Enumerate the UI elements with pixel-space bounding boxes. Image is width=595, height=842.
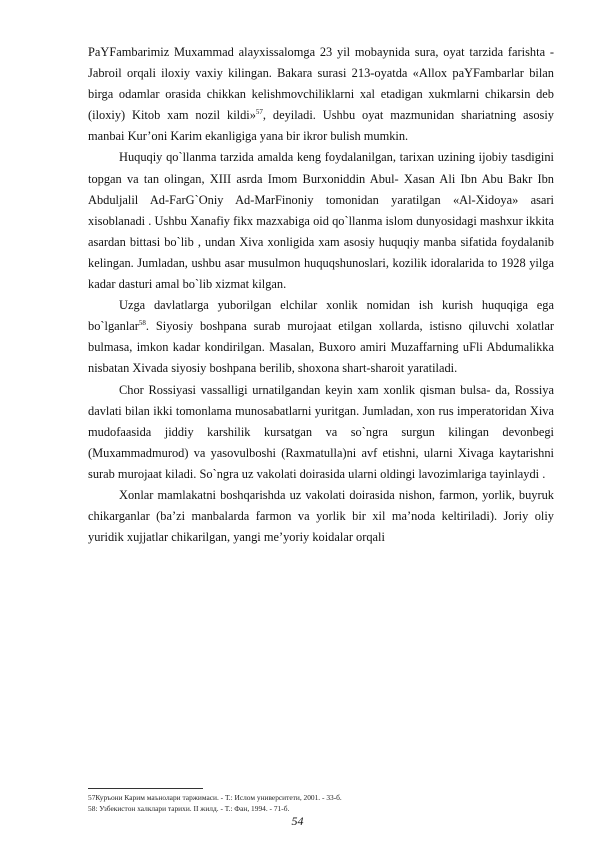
footnotes: [88, 792, 554, 814]
page-number: 54: [291, 814, 304, 828]
paragraph-4: Chor Rossiyasi vassalligi urnatilgandan keyin xam xonlik qisman bulsa- da, Rossiya davlati bilan ikki tomonlama munosabatlarni yuritgan. Jumladan, xon rus imperatoridan Xiva mudofaasida jiddiy karshilik kursatgan va so`ngra surgun kilingan devonbegi (Muxammadmurod) va yasovulboshi (Raxmatulla)ni avf etishni, ularni Xivaga kaytarishni surab murojaat kiladi. So`ngra uz vakolati doirasida ularni oldingi lavozimlariga tayinlaydi .: [88, 382, 554, 481]
paragraph-5: Xonlar mamlakatni boshqarishda uz vakolati doirasida nishon, farmon, yorlik, buyruk chikarganlar (ba’zi manbalarda farmon va yorlik bir xil ma’noda keltiriladi). Joriy oliy yuridik xujjatlar chikarilgan, yangi me’yoriy koidalar orqali: [88, 487, 554, 545]
paragraph-1-text-after: , deyiladi. Ushbu oyat mazmunidan shariatning asosiy manbai Kur’oni Karim ekanligiga yana bir ikror bulish mumkin.: [88, 108, 554, 144]
paragraph-2: Huquqiy qo`llanma tarzida amalda keng foydalanilgan, tarixan uzining ijobiy tasdigini topgan va tan olingan, XIII asrda Imom Burxoniddin Abul- Xasan Ali Ibn Abu Bakr Ibn Abduljalil Ad-FarG`Oniy Ad-MarFinoniy tomonidan yaratilgan «Al-Xidoya» asari xisoblanadi . Ushbu Xanafiy fikx mazxabiga oid qo`llanma islom dunyosidagi mashxur ikkita asardan bittasi bo`lib , undan Xiva xonligida xam asosiy huquqiy manba sifatida foydalanib kelingan. Jumladan, ushbu asar musulmon huquqshunoslari, kozilik idoralarida to 1928 yilga kadar dasturi amal bo`lib xizmat kilgan.: [88, 150, 554, 292]
footnote-ref-58[interactable]: 58: [138, 319, 146, 328]
paragraph-3: [88, 295, 554, 379]
paragraph-1: [88, 42, 554, 147]
page-body: [88, 42, 554, 548]
footnote-separator: [88, 788, 203, 789]
paragraph-3-text: Uzga davlatlarga yuborilgan elchilar xonlik nomidan ish kurish huquqiga ega bo`lganlar: [88, 298, 554, 334]
footnote-57: 57Куръони Карим маънолари таржимаси. - Т.: Ислом университети, 2001. - 33-б.: [88, 793, 342, 802]
footnote-ref-57[interactable]: 57: [255, 108, 263, 117]
paragraph-3-text-after: . Siyosiy boshpana surab murojaat etilgan xollarda, istisno qiluvchi xolatlar bulmasa, imkon kadar kondirilgan. Masalan, Buxoro amiri Muzaffarning uFli Abdumalikka nisbatan Xivada siyosiy boshpana berilib, shoxona shart-sharoit yaratiladi.: [88, 319, 554, 376]
paragraph-1-text: PaYFambarimiz Muxammad alayxissalomga 23 yil mobaynida sura, oyat tarzida farishta - Jabroil orqali iloxiy vaxiy kilingan. Bakara surasi 213-oyatda «Allox paYFambarlar bilan birga odamlar orasida chikkan kelishmovchiliklarni xal etadigan xukmlarni chikarsin deb (iloxiy) Kitob xam nozil kildi»: [88, 45, 554, 123]
footnote-58: 58: Узбекистон халклари тарихи. II жилд. - Т.: Фан, 1994. - 71-б.: [88, 804, 290, 813]
